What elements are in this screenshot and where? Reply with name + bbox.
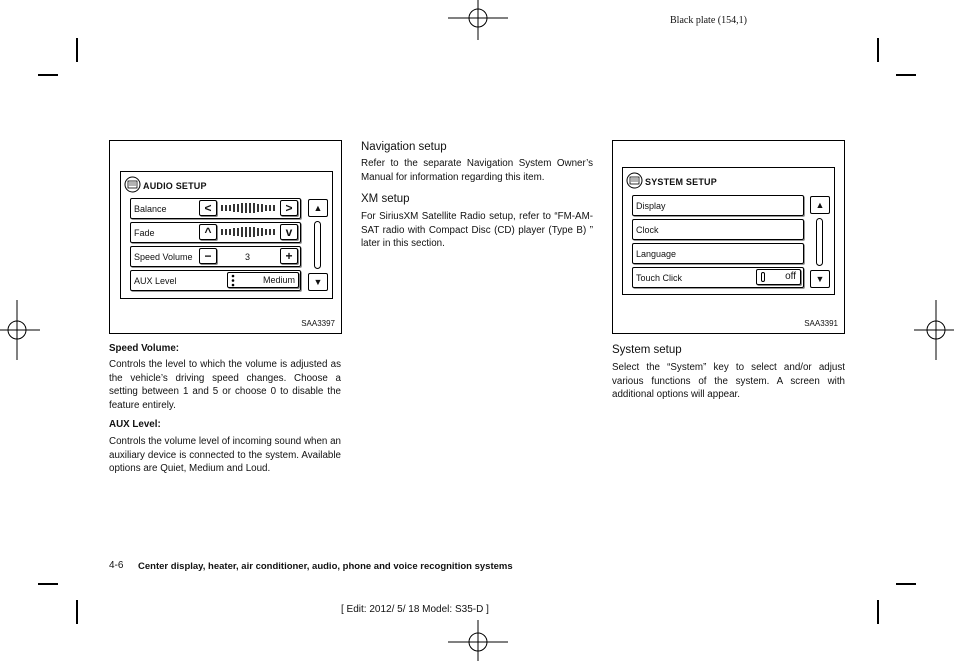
scroll-track[interactable] — [314, 221, 321, 269]
scroll-down-button[interactable]: ▼ — [308, 273, 328, 291]
crop-mark — [38, 74, 58, 76]
row-label: Language — [636, 248, 677, 259]
xm-setup-heading: XM setup — [361, 193, 410, 205]
row-label: Display — [636, 200, 666, 211]
system-setup-text: Select the “System” key to select and/or adjust various functions of the system. A screen with additional options will appear. — [612, 362, 845, 401]
section-title: Center display, heater, air conditioner, audio, phone and voice recognition systems — [138, 561, 513, 572]
touch-click-toggle[interactable] — [756, 269, 801, 285]
row-label: Clock — [636, 224, 659, 235]
scroll-track[interactable] — [816, 218, 823, 266]
aux-level-text: Controls the volume level of incoming sound when an auxiliary device is connected to the system. Available options are Quiet, Medium and Loud. — [109, 436, 341, 475]
scroll-up-button[interactable]: ▲ — [810, 196, 830, 214]
fade-slider[interactable] — [220, 226, 278, 238]
edit-info: [ Edit: 2012/ 5/ 18 Model: S35-D ] — [341, 604, 489, 615]
xm-setup-text: For SiriusXM Satellite Radio setup, refer to “FM-AM-SAT radio with Compact Disc (CD) player (Type B) ” later in this section. — [361, 211, 593, 250]
aux-level-heading: AUX Level: — [109, 419, 161, 430]
clock-row[interactable] — [632, 219, 804, 240]
crop-mark — [896, 583, 916, 585]
audio-setup-screen — [120, 171, 333, 299]
menu-icon — [124, 176, 141, 193]
display-row[interactable] — [632, 195, 804, 216]
speed-volume-minus-button[interactable]: − — [199, 248, 217, 264]
speed-volume-value: 3 — [245, 252, 251, 262]
language-row[interactable] — [632, 243, 804, 264]
system-setup-figure — [612, 140, 845, 334]
balance-left-button[interactable]: < — [199, 200, 217, 216]
registration-mark-icon — [0, 300, 60, 360]
crop-mark — [38, 583, 58, 585]
figure-code: SAA3397 — [301, 319, 335, 328]
speed-volume-plus-button[interactable]: + — [280, 248, 298, 264]
navigation-setup-heading: Navigation setup — [361, 141, 447, 153]
crop-mark — [76, 38, 78, 62]
scroll-down-button[interactable]: ▼ — [810, 270, 830, 288]
row-label: AUX Level — [134, 275, 177, 286]
fade-down-button[interactable]: v — [280, 224, 298, 240]
screen-title: AUDIO SETUP — [143, 181, 207, 191]
registration-mark-icon — [448, 0, 508, 60]
system-setup-screen — [622, 167, 835, 295]
page-number: 4-6 — [109, 560, 124, 571]
crop-mark — [896, 74, 916, 76]
figure-code: SAA3391 — [804, 319, 838, 328]
crop-mark — [76, 600, 78, 624]
system-setup-heading: System setup — [612, 344, 682, 356]
balance-slider[interactable] — [220, 202, 278, 214]
navigation-setup-text: Refer to the separate Navigation System Owner’s Manual for information regarding this item. — [361, 158, 593, 183]
scroll-up-button[interactable]: ▲ — [308, 199, 328, 217]
toggle-indicator — [761, 272, 765, 282]
crop-mark — [877, 38, 879, 62]
balance-right-button[interactable]: > — [280, 200, 298, 216]
aux-level-value: Medium — [262, 275, 295, 285]
menu-icon — [626, 172, 643, 189]
toggle-value: off — [785, 271, 796, 282]
row-label: Fade — [134, 227, 155, 238]
fade-up-button[interactable]: ^ — [199, 224, 217, 240]
row-label: Touch Click — [636, 272, 683, 283]
registration-mark-icon — [894, 300, 954, 360]
speed-volume-text: Controls the level to which the volume is adjusted as the vehicle’s driving speed changes. Choose a setting between 1 and 5 or choose 0 to disable the feature entirely. — [109, 359, 341, 412]
row-label: Balance — [134, 203, 167, 214]
speed-volume-heading: Speed Volume: — [109, 343, 180, 354]
row-label: Speed Volume — [134, 251, 193, 262]
crop-mark — [877, 600, 879, 624]
plate-label: Black plate (154,1) — [670, 15, 747, 26]
aux-level-selector[interactable] — [227, 272, 299, 288]
registration-mark-icon — [448, 610, 508, 670]
dots-icon — [230, 273, 236, 288]
audio-setup-figure — [109, 140, 342, 334]
screen-title: SYSTEM SETUP — [645, 177, 717, 187]
